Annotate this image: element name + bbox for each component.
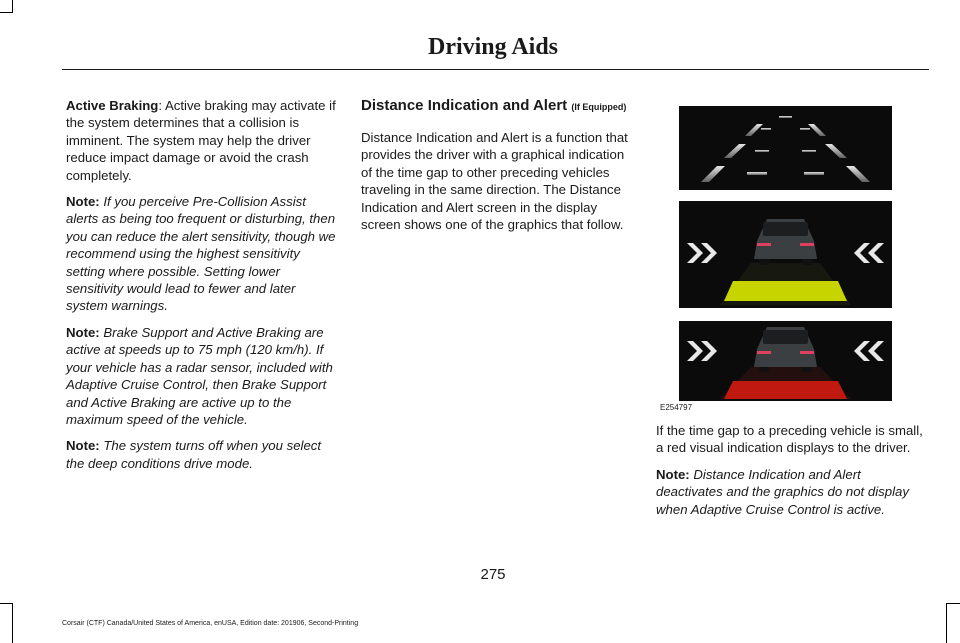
red-indication-paragraph: If the time gap to a preceding vehicle is small, a red visual indication displays to the driver. [656,423,923,456]
note-paragraph [66,437,338,472]
figure-panel-red-alert [679,321,892,401]
road-lines-graphic [679,106,892,190]
note-paragraph [656,466,928,518]
section-heading [361,97,633,116]
crop-mark [946,603,947,643]
middle-column [361,97,633,242]
note-label: Note: [66,438,100,454]
footer-text: Corsair (CTF) Canada/United States of America, enUSA, Edition date: 201906, Second-Printing [62,620,359,627]
car-yellow-graphic [679,201,892,308]
chevron-right-icon [687,341,717,361]
car-icon [754,327,817,372]
chevron-left-icon [854,341,884,361]
crop-mark [946,603,960,604]
distance-bar-red [724,381,847,399]
page-title: Driving Aids [427,34,559,60]
section-heading-text: Distance Indication and Alert [361,97,568,114]
active-braking-paragraph [66,97,338,184]
note-paragraph [66,324,338,428]
note-text: If you perceive Pre-Collision Assist alerts as being too frequent or disturbing, then you can reduce the alert sensitivity, though we recommend using the highest sensitivity setting where possible. Setting lower sensitivity would lead to fewer and later system warnings. [66,194,336,314]
note-paragraph [66,193,338,315]
crop-mark [0,12,13,13]
note-text: The system turns off when you select the deep conditions drive mode. [66,438,322,471]
car-icon [754,219,817,265]
crop-mark [12,603,13,643]
distance-bar-yellow [724,281,847,301]
page-number: 275 [480,566,506,583]
intro-paragraph: Distance Indication and Alert is a function that provides the driver with a graphical indication of the time gap to other preceding vehicles traveling in the same direction. The Distance Indication and Alert screen in the display screen shows one of the graphics that follow. [361,130,628,233]
figure-code: E254797 [660,403,693,412]
header-divider [62,69,929,70]
car-red-graphic [679,321,892,401]
note-label: Note: [66,324,100,340]
crop-mark [0,603,13,604]
if-equipped-label: (If Equipped) [571,102,627,112]
note-label: Note: [66,194,100,210]
active-braking-label: Active Braking [66,98,159,113]
note-label: Note: [656,466,690,482]
active-braking-text: : Active braking may activate if the system determines that a collision is imminent. The system may help the driver reduce impact damage or avoid the crash completely. [66,98,336,183]
chevron-right-icon [687,243,717,263]
left-column [66,97,338,481]
figure-panel-empty-road [679,106,892,190]
right-column [656,422,928,527]
chevron-left-icon [854,243,884,263]
figure-panel-yellow-alert [679,201,892,308]
note-text: Brake Support and Active Braking are active at speeds up to 75 mph (120 km/h). If your vehicle has a radar sensor, included with Adaptive Cruise Control, then Brake Support and Active Braking are active up to the maximum speed of the vehicle. [66,324,333,427]
note-text: Distance Indication and Alert deactivates and the graphics do not display when Adaptive Cruise Control is active. [656,466,909,517]
